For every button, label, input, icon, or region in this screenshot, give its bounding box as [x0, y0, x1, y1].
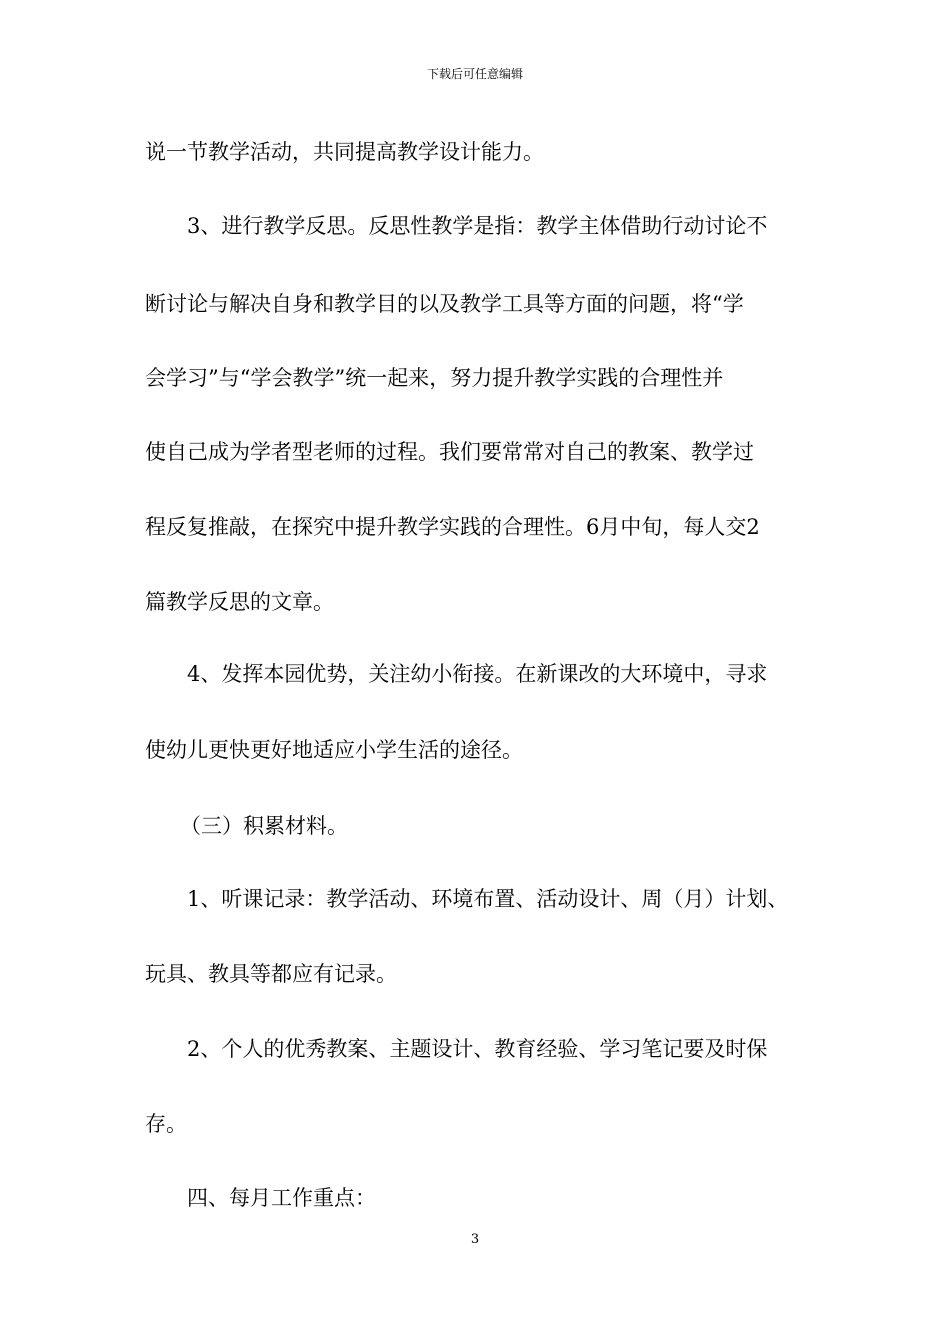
body-line: 玩具、教具等都应有记录。: [145, 962, 397, 986]
body-line: 1、听课记录：教学活动、环境布置、活动设计、周（月）计划、: [187, 887, 789, 911]
body-line: 程反复推敲，在探究中提升教学实践的合理性。6月中旬，每人交2: [145, 515, 760, 539]
body-line: 3、进行教学反思。反思性教学是指：教学主体借助行动讨论不: [187, 214, 768, 238]
page-number: 3: [470, 1232, 480, 1247]
body-line: 使幼儿更快更好地适应小学生活的途径。: [145, 738, 523, 762]
body-line: 篇教学反思的文章。: [145, 590, 334, 614]
body-line: 存。: [145, 1112, 187, 1136]
section-heading: 四、每月工作重点：: [187, 1186, 376, 1210]
page-header: 下载后可任意编辑: [426, 67, 523, 81]
body-line: 使自己成为学者型老师的过程。我们要常常对自己的教案、教学过: [145, 440, 754, 464]
body-line: 4、发挥本园优势，关注幼小衔接。在新课改的大环境中，寻求: [187, 662, 768, 686]
section-heading: （三）积累材料。: [180, 814, 348, 838]
body-line: 说一节教学活动，共同提高教学设计能力。: [145, 140, 544, 164]
body-line: 断讨论与解决自身和教学目的以及教学工具等方面的问题，将“学: [145, 292, 744, 316]
body-line: 2、个人的优秀教案、主题设计、教育经验、学习笔记要及时保: [187, 1037, 768, 1061]
body-line: 会学习”与“学会教学”统一起来，努力提升教学实践的合理性并: [145, 366, 724, 390]
